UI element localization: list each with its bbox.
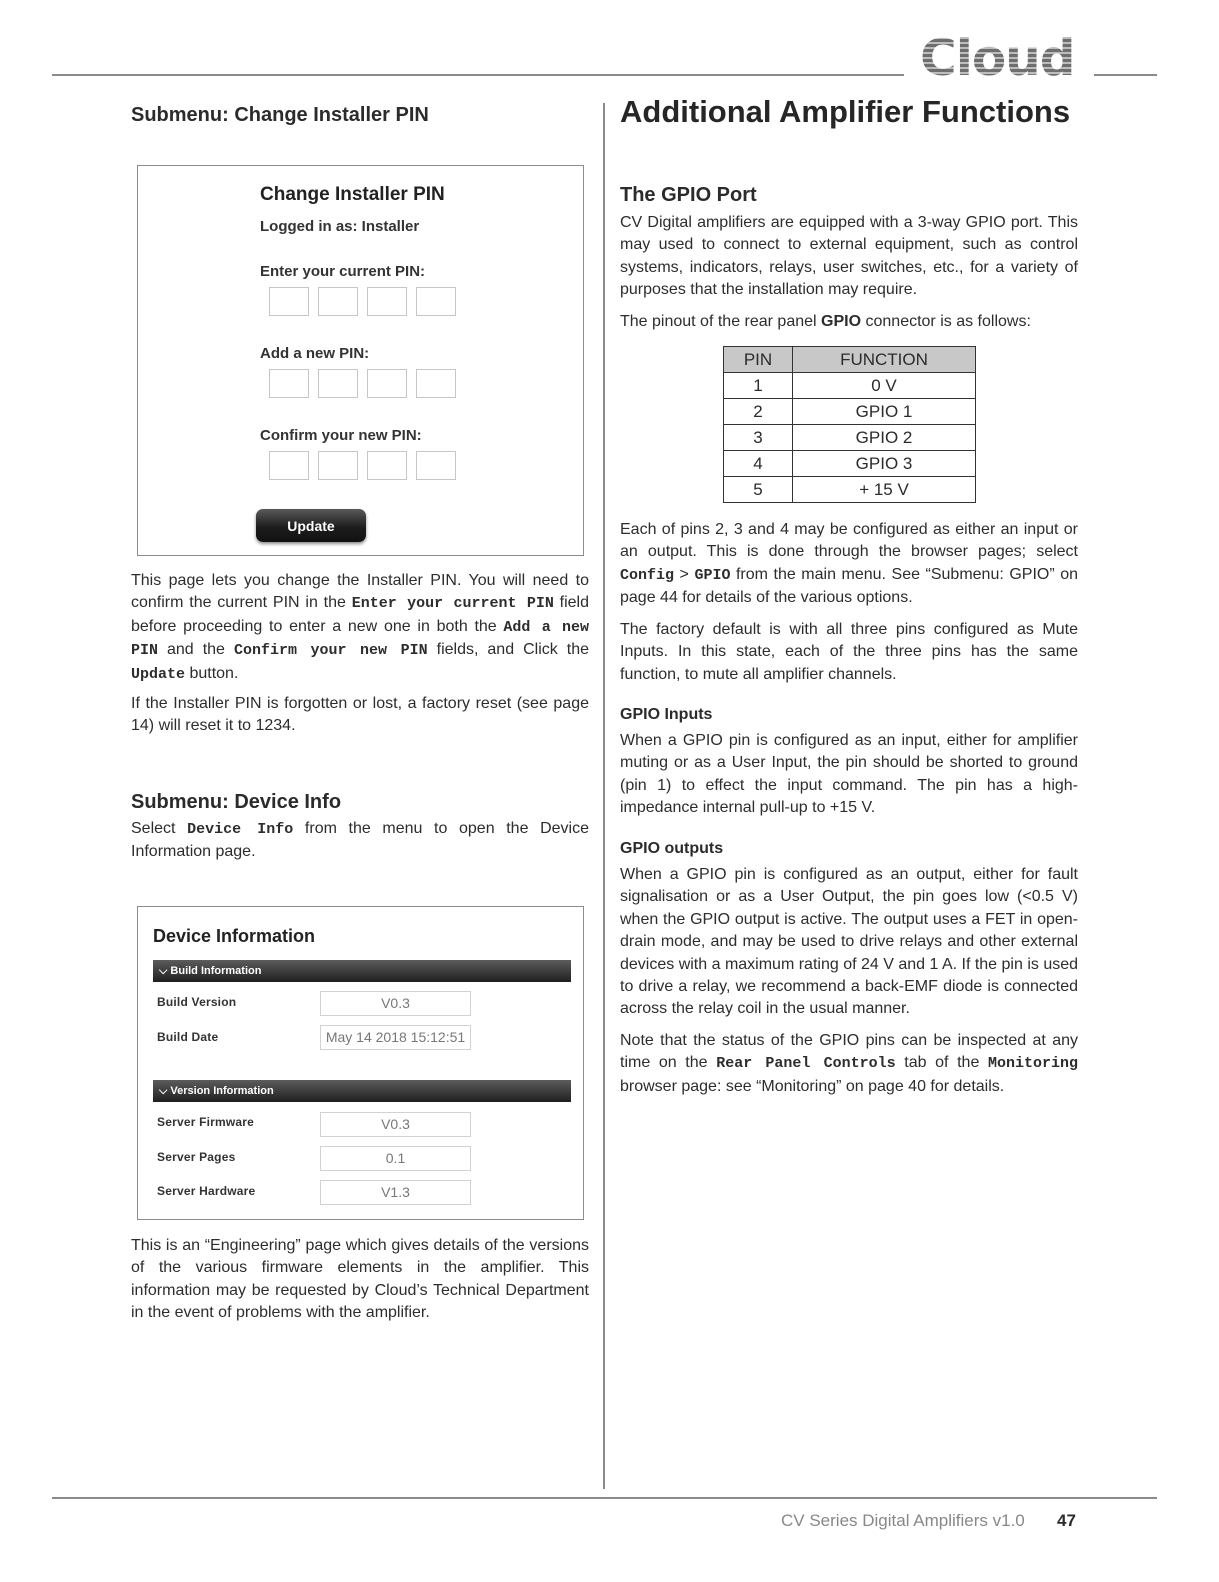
server-hardware-label: Server Hardware bbox=[157, 1184, 256, 1198]
cloud-logo: Cloud bbox=[920, 34, 1078, 82]
version-information-bar[interactable] bbox=[153, 1080, 571, 1102]
page-number: 47 bbox=[1057, 1511, 1076, 1530]
gpio-paragraph-4: The factory default is with all three pins configured as Mute Inputs. In this state, each of the three pins has the same function, to mute all amplifier channels. bbox=[620, 621, 1078, 683]
table-row bbox=[724, 373, 976, 399]
table-cell-pin: 5 bbox=[724, 477, 793, 503]
table-row bbox=[724, 477, 976, 503]
current-pin-digit-2[interactable] bbox=[318, 287, 358, 316]
pin-paragraph-1: This page lets you change the Installer PIN. You will need to confirm the current PIN in the Enter your current PIN field before proceeding to enter a new one in both the Add a new PIN and the Confirm your new PIN fields, and Click the Update button. bbox=[131, 572, 590, 683]
table-cell-function: GPIO 1 bbox=[793, 399, 976, 425]
gpio-paragraph-1: CV Digital amplifiers are equipped with a 3-way GPIO port. This may used to connect to external equipment, such as control systems, indicators, relays, user switches, etc., for a variety of purposes that the installation may require. bbox=[620, 214, 1078, 299]
logged-in-label: Logged in as: Installer bbox=[260, 218, 420, 235]
subsection-heading-gpio-inputs: GPIO Inputs bbox=[620, 706, 713, 723]
build-date-value: May 14 2018 15:12:51 bbox=[320, 1025, 471, 1050]
build-date-label: Build Date bbox=[157, 1030, 219, 1044]
table-header-pin: PIN bbox=[724, 347, 793, 373]
table-cell-pin: 3 bbox=[724, 425, 793, 451]
server-hardware-value: V1.3 bbox=[320, 1180, 471, 1205]
confirm-pin-digit-2[interactable] bbox=[318, 451, 358, 480]
confirm-pin-digit-3[interactable] bbox=[367, 451, 407, 480]
table-header-function: FUNCTION bbox=[793, 347, 976, 373]
new-pin-digit-4[interactable] bbox=[416, 369, 456, 398]
footer-rule bbox=[52, 1497, 1157, 1499]
table-cell-pin: 2 bbox=[724, 399, 793, 425]
gpio-inputs-paragraph: When a GPIO pin is configured as an input, either for amplifier muting or as a User Input, the pin should be shorted to ground (pin 1) to effect the input command. The pin has a high-impedance internal pull-up to +15 V. bbox=[620, 732, 1078, 817]
gpio-paragraph-2: The pinout of the rear panel GPIO connector is as follows: bbox=[620, 313, 1031, 330]
table-cell-function: GPIO 3 bbox=[793, 451, 976, 477]
current-pin-digit-1[interactable] bbox=[269, 287, 309, 316]
confirm-pin-label: Confirm your new PIN: bbox=[260, 427, 422, 444]
current-pin-label: Enter your current PIN: bbox=[260, 263, 426, 280]
version-information-bar-label: Version Information bbox=[170, 1085, 274, 1097]
confirm-pin-digit-4[interactable] bbox=[416, 451, 456, 480]
new-pin-label: Add a new PIN: bbox=[260, 345, 370, 362]
chevron-down-icon: ⌵ bbox=[159, 1085, 168, 1097]
table-cell-function: 0 V bbox=[793, 373, 976, 399]
chevron-down-icon: ⌵ bbox=[159, 965, 168, 977]
confirm-pin-digit-1[interactable] bbox=[269, 451, 309, 480]
table-cell-pin: 4 bbox=[724, 451, 793, 477]
table-cell-function: + 15 V bbox=[793, 477, 976, 503]
update-button[interactable]: Update bbox=[256, 509, 366, 542]
header-rule-left bbox=[52, 74, 904, 76]
build-version-value: V0.3 bbox=[320, 991, 471, 1016]
table-header-row bbox=[724, 347, 976, 373]
change-pin-title: Change Installer PIN bbox=[260, 184, 445, 205]
current-pin-digit-3[interactable] bbox=[367, 287, 407, 316]
column-divider bbox=[603, 103, 605, 1489]
device-paragraph-2: This is an “Engineering” page which gives details of the versions of the various firmware elements in the amplifier. This information may be requested by Cloud’s Technical Department in the event of problems with the amplifier. bbox=[131, 1237, 589, 1322]
server-pages-value: 0.1 bbox=[320, 1146, 471, 1171]
device-info-title: Device Information bbox=[153, 926, 316, 946]
table-cell-function: GPIO 2 bbox=[793, 425, 976, 451]
table-cell-pin: 1 bbox=[724, 373, 793, 399]
section-heading-change-pin: Submenu: Change Installer PIN bbox=[131, 104, 429, 126]
subsection-heading-gpio-outputs: GPIO outputs bbox=[620, 840, 724, 857]
gpio-outputs-paragraph: When a GPIO pin is configured as an output, either for fault signalisation or as a User Output, the pin goes low (<0.5 V) when the GPIO output is active. The output uses a FET in open-drain mode, and may be used to drive relays and other external devices with a maximum rating of 24 V and 1 A. If the pin is used to drive a relay, we recommend a back-EMF diode is connected across the relay coil in the usual manner. bbox=[620, 866, 1079, 1018]
build-information-bar-label: Build Information bbox=[170, 965, 262, 977]
gpio-pinout-table bbox=[723, 346, 976, 503]
new-pin-digit-2[interactable] bbox=[318, 369, 358, 398]
page-title: Additional Amplifier Functions bbox=[620, 94, 1071, 129]
server-firmware-label: Server Firmware bbox=[157, 1115, 255, 1129]
device-info-screenshot bbox=[137, 906, 584, 1220]
table-row bbox=[724, 451, 976, 477]
table-row bbox=[724, 399, 976, 425]
new-pin-digit-3[interactable] bbox=[367, 369, 407, 398]
new-pin-digit-1[interactable] bbox=[269, 369, 309, 398]
current-pin-digit-4[interactable] bbox=[416, 287, 456, 316]
device-paragraph-1: Select Device Info from the menu to open the Device Information page. bbox=[131, 820, 589, 861]
table-row bbox=[724, 425, 976, 451]
header-rule-right bbox=[1094, 74, 1157, 76]
server-pages-label: Server Pages bbox=[157, 1150, 236, 1164]
pin-paragraph-2: If the Installer PIN is forgotten or lost, a factory reset (see page 14) will reset it to 1234. bbox=[131, 695, 589, 735]
build-version-label: Build Version bbox=[157, 995, 237, 1009]
section-heading-device-info: Submenu: Device Info bbox=[131, 791, 342, 813]
footer-document-title: CV Series Digital Amplifiers v1.0 bbox=[781, 1511, 1025, 1530]
build-information-bar[interactable] bbox=[153, 960, 571, 982]
server-firmware-value: V0.3 bbox=[320, 1112, 471, 1137]
gpio-note-paragraph: Note that the status of the GPIO pins can be inspected at any time on the Rear Panel Controls tab of the Monitoring browser page: see “Monitoring” on page 40 for details. bbox=[620, 1032, 1079, 1095]
section-heading-gpio-port: The GPIO Port bbox=[620, 184, 757, 206]
gpio-paragraph-3: Each of pins 2, 3 and 4 may be configured as either an input or an output. This is done through the browser pages; select Config > GPIO from the main menu. See “Submenu: GPIO” on page 44 for details of the various options. bbox=[620, 521, 1078, 607]
change-pin-screenshot bbox=[137, 165, 584, 556]
